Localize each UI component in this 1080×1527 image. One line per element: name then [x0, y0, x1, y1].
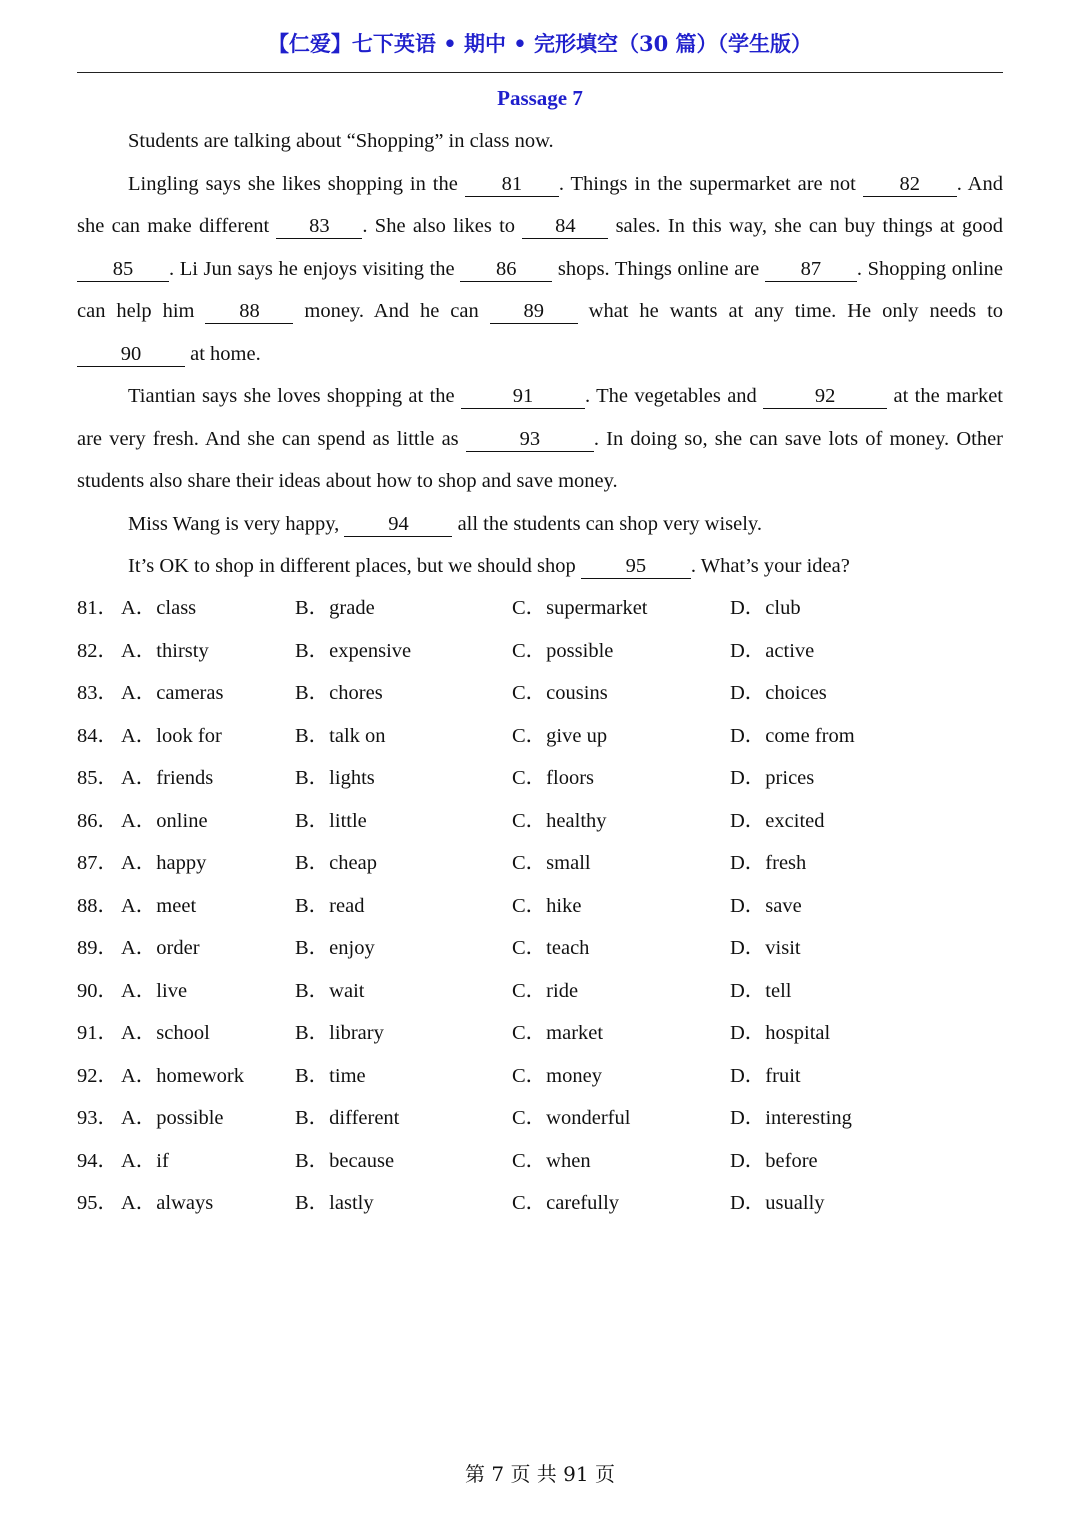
- option-b: B．enjoy: [295, 937, 375, 959]
- question-row: [77, 630, 1003, 673]
- option-d: D．save: [730, 894, 802, 917]
- option-a: A．friends: [121, 767, 214, 789]
- question-number: 91．: [77, 1022, 118, 1044]
- option-b: B．grade: [295, 597, 375, 619]
- question-number: 92．: [77, 1064, 118, 1087]
- question-number: 82．: [77, 639, 118, 662]
- question-row: [77, 1140, 1003, 1183]
- blank-88: 88: [205, 299, 293, 324]
- option-a: A．meet: [121, 894, 197, 917]
- blank-84: 84: [522, 214, 608, 239]
- option-c: C．wonderful: [512, 1107, 631, 1129]
- question-row: [77, 970, 1003, 1013]
- option-c: C．money: [512, 1064, 602, 1087]
- option-d: D．club: [730, 597, 801, 619]
- paragraph-4: Miss Wang is very happy, 94 all the students can shop very wisely.: [128, 512, 762, 535]
- option-d: D．prices: [730, 767, 815, 789]
- option-c: C．healthy: [512, 809, 607, 832]
- blank-83: 83: [276, 214, 362, 239]
- option-b: B．different: [295, 1107, 400, 1129]
- option-b: B．library: [295, 1022, 384, 1044]
- option-c: C．supermarket: [512, 597, 648, 619]
- option-b: B．time: [295, 1064, 366, 1087]
- option-a: A．happy: [121, 852, 207, 874]
- option-c: C．teach: [512, 937, 590, 959]
- option-d: D．fresh: [730, 852, 807, 874]
- question-row: [77, 800, 1003, 843]
- paragraph-1: Students are talking about “Shopping” in class now.: [128, 130, 554, 152]
- question-number: 88．: [77, 894, 118, 917]
- question-row: [77, 842, 1003, 885]
- option-a: A．if: [121, 1149, 169, 1172]
- option-b: B．read: [295, 894, 365, 917]
- option-d: D．excited: [730, 809, 825, 832]
- option-b: B．talk on: [295, 724, 386, 747]
- blank-82: 82: [863, 172, 957, 197]
- question-number: 84．: [77, 724, 118, 747]
- option-d: D．hospital: [730, 1022, 831, 1044]
- option-b: B．expensive: [295, 639, 412, 662]
- question-number: 85．: [77, 767, 118, 789]
- header-divider: [77, 72, 1003, 73]
- option-d: D．come from: [730, 724, 855, 747]
- question-options: [77, 587, 1003, 1225]
- option-a: A．cameras: [121, 682, 224, 704]
- blank-94: 94: [344, 512, 452, 537]
- option-c: C．hike: [512, 894, 582, 917]
- passage-text: [77, 120, 1003, 588]
- option-d: D．choices: [730, 682, 827, 704]
- question-row: [77, 757, 1003, 800]
- question-row: [77, 587, 1003, 630]
- question-row: [77, 672, 1003, 715]
- blank-85: 85: [77, 257, 169, 282]
- option-c: C．give up: [512, 724, 608, 747]
- option-a: A．class: [121, 597, 197, 619]
- question-number: 89．: [77, 937, 118, 959]
- option-a: A．live: [121, 979, 188, 1002]
- option-d: D．interesting: [730, 1107, 852, 1129]
- option-b: B．lights: [295, 767, 375, 789]
- question-number: 95．: [77, 1192, 118, 1214]
- option-a: A．thirsty: [121, 639, 209, 662]
- blank-95: 95: [581, 554, 691, 579]
- option-d: D．fruit: [730, 1064, 801, 1087]
- blank-93: 93: [466, 427, 594, 452]
- option-b: B．lastly: [295, 1192, 374, 1214]
- question-number: 90．: [77, 979, 118, 1002]
- blank-89: 89: [490, 299, 578, 324]
- passage-title: Passage 7: [497, 86, 583, 110]
- question-number: 86．: [77, 809, 118, 832]
- option-b: B．little: [295, 809, 367, 832]
- option-d: D．active: [730, 639, 815, 662]
- paragraph-2: Lingling says she likes shopping in the 81 . Things in the supermarket are not 82 . And she can make different 83 . She also likes to 84 sales. In this way, she can buy things at good 85 . Li Jun says he enjoys visiting the 86 shops. Things online are 87 . Shopping online can help him 88 money. And he can 89 what he wants at any time. He only needs to 90 at home.: [77, 172, 1004, 365]
- question-row: [77, 927, 1003, 970]
- option-b: B．cheap: [295, 852, 377, 874]
- option-b: B．wait: [295, 979, 365, 1002]
- option-d: D．visit: [730, 937, 801, 959]
- question-row: [77, 1182, 1003, 1225]
- blank-90: 90: [77, 342, 185, 367]
- question-row: [77, 1097, 1003, 1140]
- option-d: D．before: [730, 1149, 818, 1172]
- option-a: A．look for: [121, 724, 222, 747]
- option-c: C．cousins: [512, 682, 608, 704]
- option-c: C．possible: [512, 639, 614, 662]
- option-c: C．floors: [512, 767, 594, 789]
- option-d: D．usually: [730, 1192, 825, 1214]
- blank-81: 81: [465, 172, 559, 197]
- question-number: 87．: [77, 852, 118, 874]
- question-row: [77, 1012, 1003, 1055]
- question-row: [77, 885, 1003, 928]
- option-a: A．always: [121, 1192, 214, 1214]
- option-a: A．possible: [121, 1107, 224, 1129]
- option-d: D．tell: [730, 979, 792, 1002]
- option-a: A．order: [121, 937, 200, 959]
- option-a: A．homework: [121, 1064, 244, 1087]
- question-number: 94．: [77, 1149, 118, 1172]
- blank-87: 87: [765, 257, 857, 282]
- document-header: 【仁爱】七下英语 • 期中 • 完形填空（30 篇）（学生版）: [267, 31, 813, 56]
- option-c: C．small: [512, 852, 591, 874]
- page-number-footer: 第 7 页 共 91 页: [465, 1462, 615, 1486]
- option-c: C．market: [512, 1022, 604, 1044]
- question-row: [77, 715, 1003, 758]
- option-a: A．school: [121, 1022, 210, 1044]
- paragraph-5: It’s OK to shop in different places, but we should shop 95 . What’s your idea?: [128, 555, 850, 577]
- option-c: C．ride: [512, 979, 579, 1002]
- question-number: 93．: [77, 1107, 118, 1129]
- paragraph-3: Tiantian says she loves shopping at the 91 . The vegetables and 92 at the market are very fresh. And she can spend as little as 93 . In doing so, she can save lots of money. Other students also share their ideas about how to shop and save money.: [77, 385, 1003, 492]
- blank-92: 92: [763, 384, 887, 409]
- blank-91: 91: [461, 384, 585, 409]
- question-row: [77, 1055, 1003, 1098]
- question-number: 81．: [77, 597, 118, 619]
- option-b: B．because: [295, 1149, 395, 1172]
- blank-86: 86: [460, 257, 552, 282]
- option-b: B．chores: [295, 682, 383, 704]
- option-c: C．carefully: [512, 1192, 620, 1214]
- question-number: 83．: [77, 682, 118, 704]
- option-a: A．online: [121, 809, 208, 832]
- option-c: C．when: [512, 1149, 591, 1172]
